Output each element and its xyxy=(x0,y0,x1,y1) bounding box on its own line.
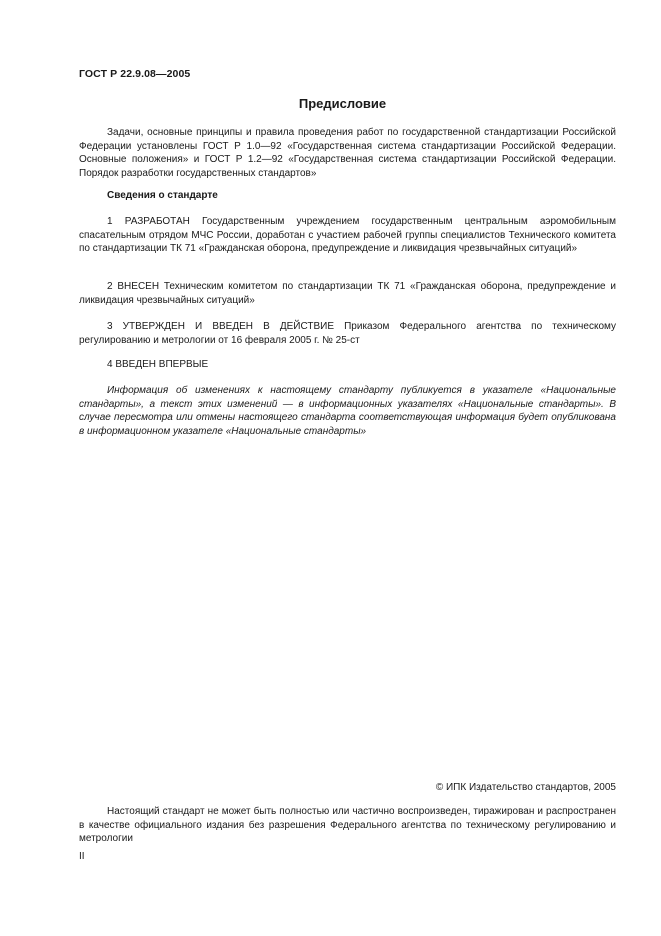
intro-paragraph: Задачи, основные принципы и правила проведения работ по государственной стандартизации Российской Федерации установлены ГОСТ Р 1.0—92 «Государственная система стандартизации Российской Федерации. Основные положения» и ГОСТ Р 1.2—92 «Государственная система стандартизации Российской Федерации. Порядок разработки государственных стандартов» xyxy=(79,127,616,179)
info-item-introduced: 2 ВНЕСЕН Техническим комитетом по стандартизации ТК 71 «Гражданская оборона, предупреждение и ликвидация чрезвычайных ситуаций» xyxy=(79,281,616,306)
reproduction-notice: Настоящий стандарт не может быть полностью или частично воспроизведен, тиражирован и распространен в качестве официального издания без разрешения Федерального агентства по техническому регулированию и метрологии xyxy=(79,806,616,844)
page-number: II xyxy=(79,851,85,862)
page-title: Предисловие xyxy=(298,96,387,111)
info-item-first-time: 4 ВВЕДЕН ВПЕРВЫЕ xyxy=(107,359,209,370)
changes-info-paragraph: Информация об изменениях к настоящему стандарту публикуется в указателе «Национальные стандарты», а текст этих изменений — в информационных указателях «Национальные стандарты». В случае пересмотра или отмены настоящего стандарта соответствующая информация будет опубликована в информационном указателе «Национальные стандарты» xyxy=(79,385,616,437)
document-code: ГОСТ Р 22.9.08—2005 xyxy=(79,68,191,80)
copyright-notice: © ИПК Издательство стандартов, 2005 xyxy=(435,782,616,793)
info-item-approved: 3 УТВЕРЖДЕН И ВВЕДЕН В ДЕЙСТВИЕ Приказом Федерального агентства по техническому регулированию и метрологии от 16 февраля 2005 г. № 25-ст xyxy=(79,321,616,346)
standard-info-heading: Сведения о стандарте xyxy=(107,190,218,201)
info-item-developed: 1 РАЗРАБОТАН Государственным учреждением государственным центральным аэромобильным спасательным отрядом МЧС России, доработан с участием рабочей группы специалистов Технического комитета по стандартизации ТК 71 «Гражданская оборона, предупреждение и ликвидация чрезвычайных ситуаций» xyxy=(79,216,616,254)
